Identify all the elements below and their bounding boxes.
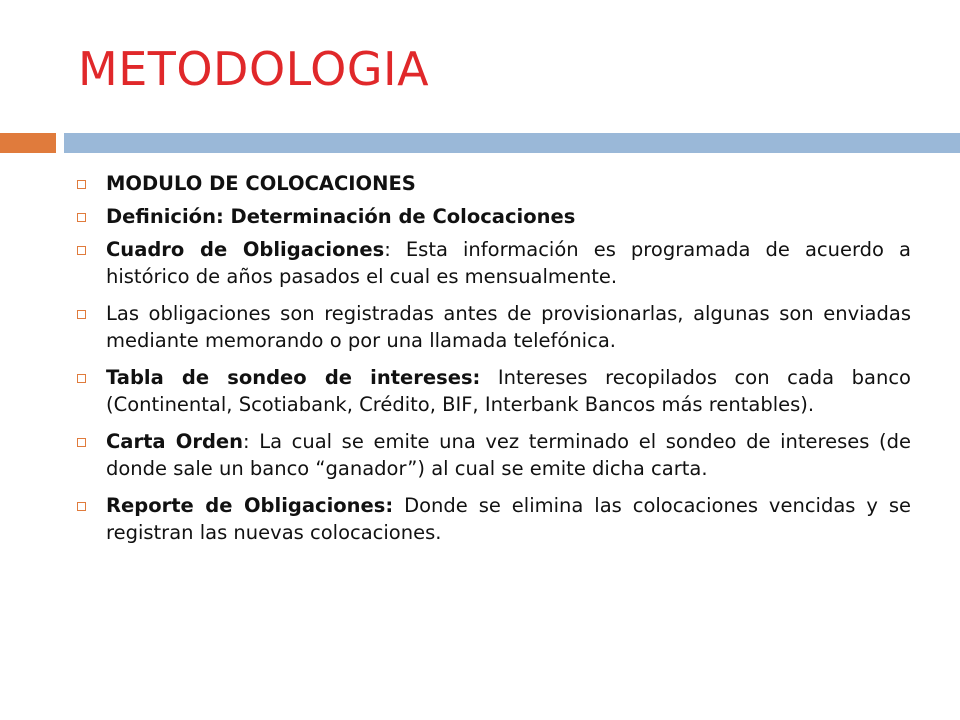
- list-item: [76, 492, 911, 546]
- square-bullet-icon: [77, 213, 86, 222]
- square-bullet-icon: [77, 310, 86, 319]
- list-item: [76, 203, 911, 230]
- item-text: Intereses recopilados con cada banco (Continental, Scotiabank, Crédito, BIF, Interbank Bancos más rentables).: [106, 366, 911, 416]
- bullet-list: [76, 170, 911, 556]
- list-item: [76, 428, 911, 482]
- accent-bar-blue: [64, 133, 960, 153]
- item-text: Donde se elimina las colocaciones vencidas y se registran las nuevas colocaciones.: [106, 494, 911, 544]
- item-lead: Reporte de Obligaciones:: [106, 494, 394, 517]
- item-lead: Cuadro de Obligaciones: [106, 238, 385, 261]
- square-bullet-icon: [77, 502, 86, 511]
- square-bullet-icon: [77, 246, 86, 255]
- list-item: [76, 300, 911, 354]
- item-text: Las obligaciones son registradas antes de provisionarlas, algunas son enviadas mediante memorando o por una llamada telefónica.: [106, 302, 911, 352]
- item-lead: MODULO DE COLOCACIONES: [106, 172, 416, 195]
- list-item: [76, 236, 911, 290]
- list-item: [76, 170, 911, 197]
- item-text: : Esta información es programada de acuerdo a histórico de años pasados el cual es mensualmente.: [106, 238, 911, 288]
- slide-title: METODOLOGIA: [78, 42, 430, 96]
- square-bullet-icon: [77, 438, 86, 447]
- accent-bar-orange: [0, 133, 56, 153]
- square-bullet-icon: [77, 374, 86, 383]
- item-lead: Tabla de sondeo de intereses:: [106, 366, 481, 389]
- item-text: : La cual se emite una vez terminado el sondeo de intereses (de donde sale un banco “ganador”) al cual se emite dicha carta.: [106, 430, 911, 480]
- item-lead: Definición: Determinación de Colocaciones: [106, 205, 576, 228]
- list-item: [76, 364, 911, 418]
- item-lead: Carta Orden: [106, 430, 244, 453]
- square-bullet-icon: [77, 180, 86, 189]
